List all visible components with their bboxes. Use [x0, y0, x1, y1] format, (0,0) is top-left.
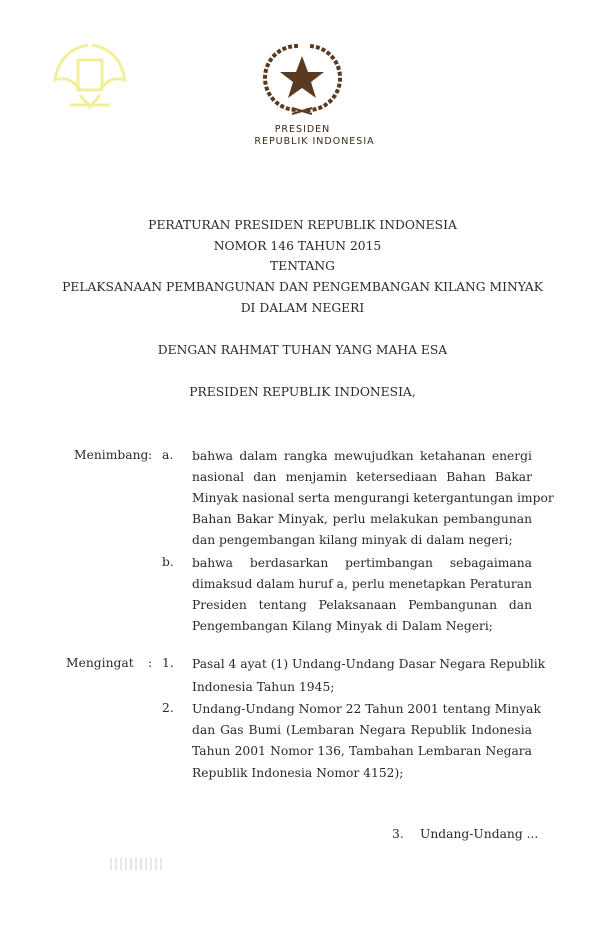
item-line: Pengembangan Kilang Minyak di Dalam Negeri; — [192, 619, 493, 633]
presidential-seal-icon — [262, 38, 342, 118]
item-marker: 1. — [162, 656, 174, 670]
header-republic: REPUBLIK INDONESIA — [254, 136, 375, 147]
item-line: Indonesia Tahun 1945; — [192, 680, 335, 694]
item-line: Bahan Bakar Minyak, perlu melakukan pembangunan — [192, 512, 532, 526]
item-line: Republik Indonesia Nomor 4152); — [192, 766, 404, 780]
item-line: Undang-Undang Nomor 22 Tahun 2001 tentang Minyak — [192, 702, 541, 716]
scan-stamp-mark — [110, 858, 162, 870]
item-line: bahwa berdasarkan pertimbangan sebagaimana — [192, 556, 532, 570]
mengingat-label: Mengingat — [66, 656, 134, 670]
garuda-emblem-icon — [50, 35, 130, 115]
title-line: TENTANG — [270, 259, 335, 273]
item-line: dan pengembangan kilang minyak di dalam negeri; — [192, 533, 513, 547]
next-page-continuation: Undang-Undang ... — [420, 827, 539, 841]
menimbang-label: Menimbang — [74, 448, 149, 462]
title-line: NOMOR 146 TAHUN 2015 — [213, 239, 382, 253]
header-president: PRESIDEN — [274, 124, 331, 135]
blessing: DENGAN RAHMAT TUHAN YANG MAHA ESA — [157, 343, 448, 357]
colon: : — [148, 656, 153, 670]
item-line: dimaksud dalam huruf a, perlu menetapkan Peraturan — [192, 577, 532, 591]
item-marker: a. — [162, 448, 174, 462]
item-line: Pasal 4 ayat (1) Undang-Undang Dasar Negara Republik — [192, 657, 546, 671]
item-line: nasional dan menjamin ketersediaan Bahan Bakar — [192, 470, 532, 484]
item-line: dan Gas Bumi (Lembaran Negara Republik Indonesia — [192, 723, 532, 737]
item-line: Minyak nasional serta mengurangi ketergantungan impor — [192, 491, 554, 505]
item-marker: 2. — [162, 701, 174, 715]
title-line: PELAKSANAAN PEMBANGUNAN DAN PENGEMBANGAN KILANG MINYAK — [62, 280, 543, 294]
item-marker: b. — [162, 555, 174, 569]
item-line: Presiden tentang Pelaksanaan Pembangunan dan — [192, 598, 532, 612]
item-line: Tahun 2001 Nomor 136, Tambahan Lembaran Negara — [192, 744, 532, 758]
colon: : — [148, 448, 153, 462]
item-line: bahwa dalam rangka mewujudkan ketahanan energi — [192, 449, 532, 463]
title-line: DI DALAM NEGERI — [240, 301, 365, 315]
president-line: PRESIDEN REPUBLIK INDONESIA, — [189, 385, 416, 399]
title-line: PERATURAN PRESIDEN REPUBLIK INDONESIA — [148, 218, 457, 232]
next-item-marker: 3. — [392, 827, 404, 841]
